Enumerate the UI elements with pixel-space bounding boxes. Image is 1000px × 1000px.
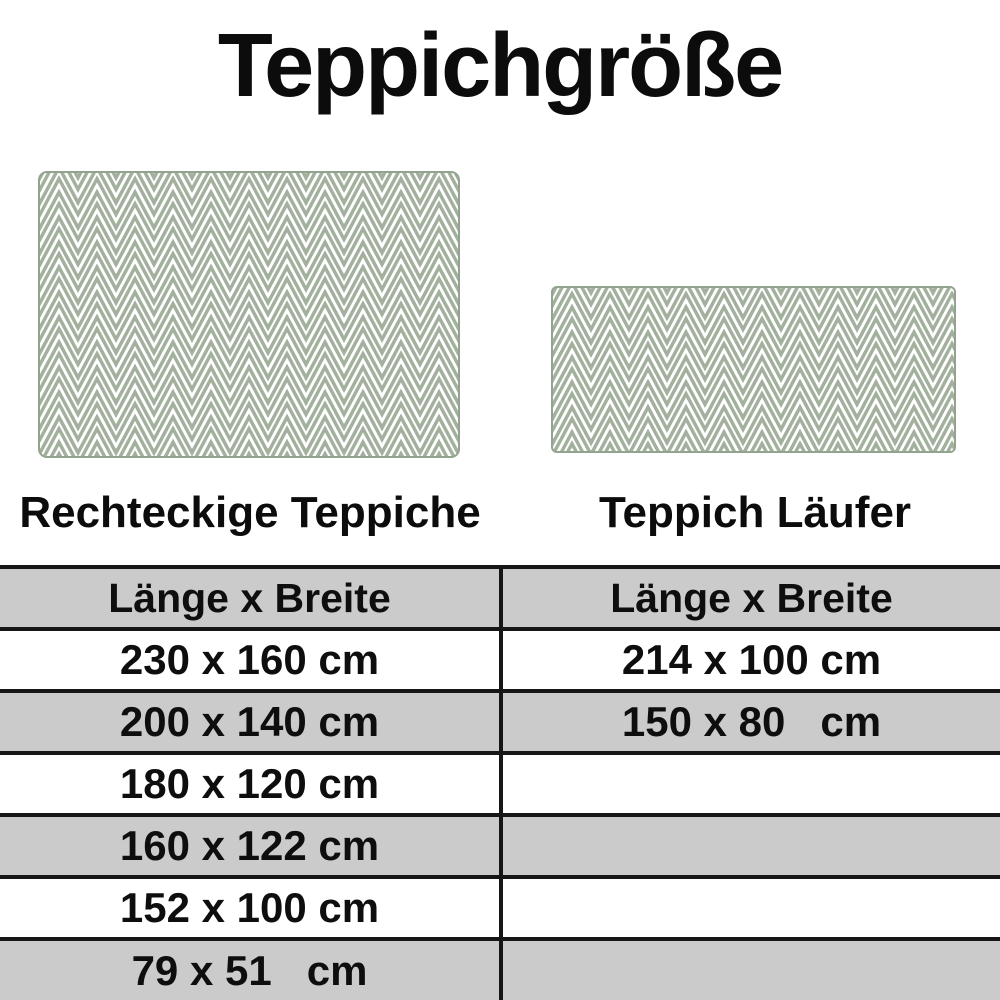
size-cell: 160 x 122 cm <box>0 817 503 875</box>
table-row <box>0 693 1000 755</box>
table-row <box>0 817 1000 879</box>
header-cell-runner: Länge x Breite <box>503 569 1000 627</box>
table-row <box>0 631 1000 693</box>
size-cell: 150 x 80 cm <box>503 693 1000 751</box>
runner-rugs-label: Teppich Läufer <box>598 488 912 537</box>
rectangular-rugs-label: Rechteckige Teppiche <box>19 488 481 537</box>
size-cell <box>503 879 1000 937</box>
table-row <box>0 879 1000 941</box>
runner-rug-image <box>551 286 956 453</box>
page-title: Teppichgröße <box>217 16 783 116</box>
size-cell <box>503 817 1000 875</box>
table-header-row <box>0 569 1000 631</box>
size-cell: 152 x 100 cm <box>0 879 503 937</box>
size-cell <box>503 755 1000 813</box>
size-cell: 200 x 140 cm <box>0 693 503 751</box>
size-cell: 230 x 160 cm <box>0 631 503 689</box>
header-cell-rectangular: Länge x Breite <box>0 569 503 627</box>
chevron-pattern-runner <box>553 288 954 451</box>
table-row <box>0 755 1000 817</box>
size-cell: 214 x 100 cm <box>503 631 1000 689</box>
size-cell: 79 x 51 cm <box>0 941 503 1000</box>
rectangular-rug-image <box>38 171 460 458</box>
size-cell <box>503 941 1000 1000</box>
chevron-pattern-rect <box>40 173 458 456</box>
size-table <box>0 565 1000 1000</box>
table-row <box>0 941 1000 1000</box>
size-cell: 180 x 120 cm <box>0 755 503 813</box>
